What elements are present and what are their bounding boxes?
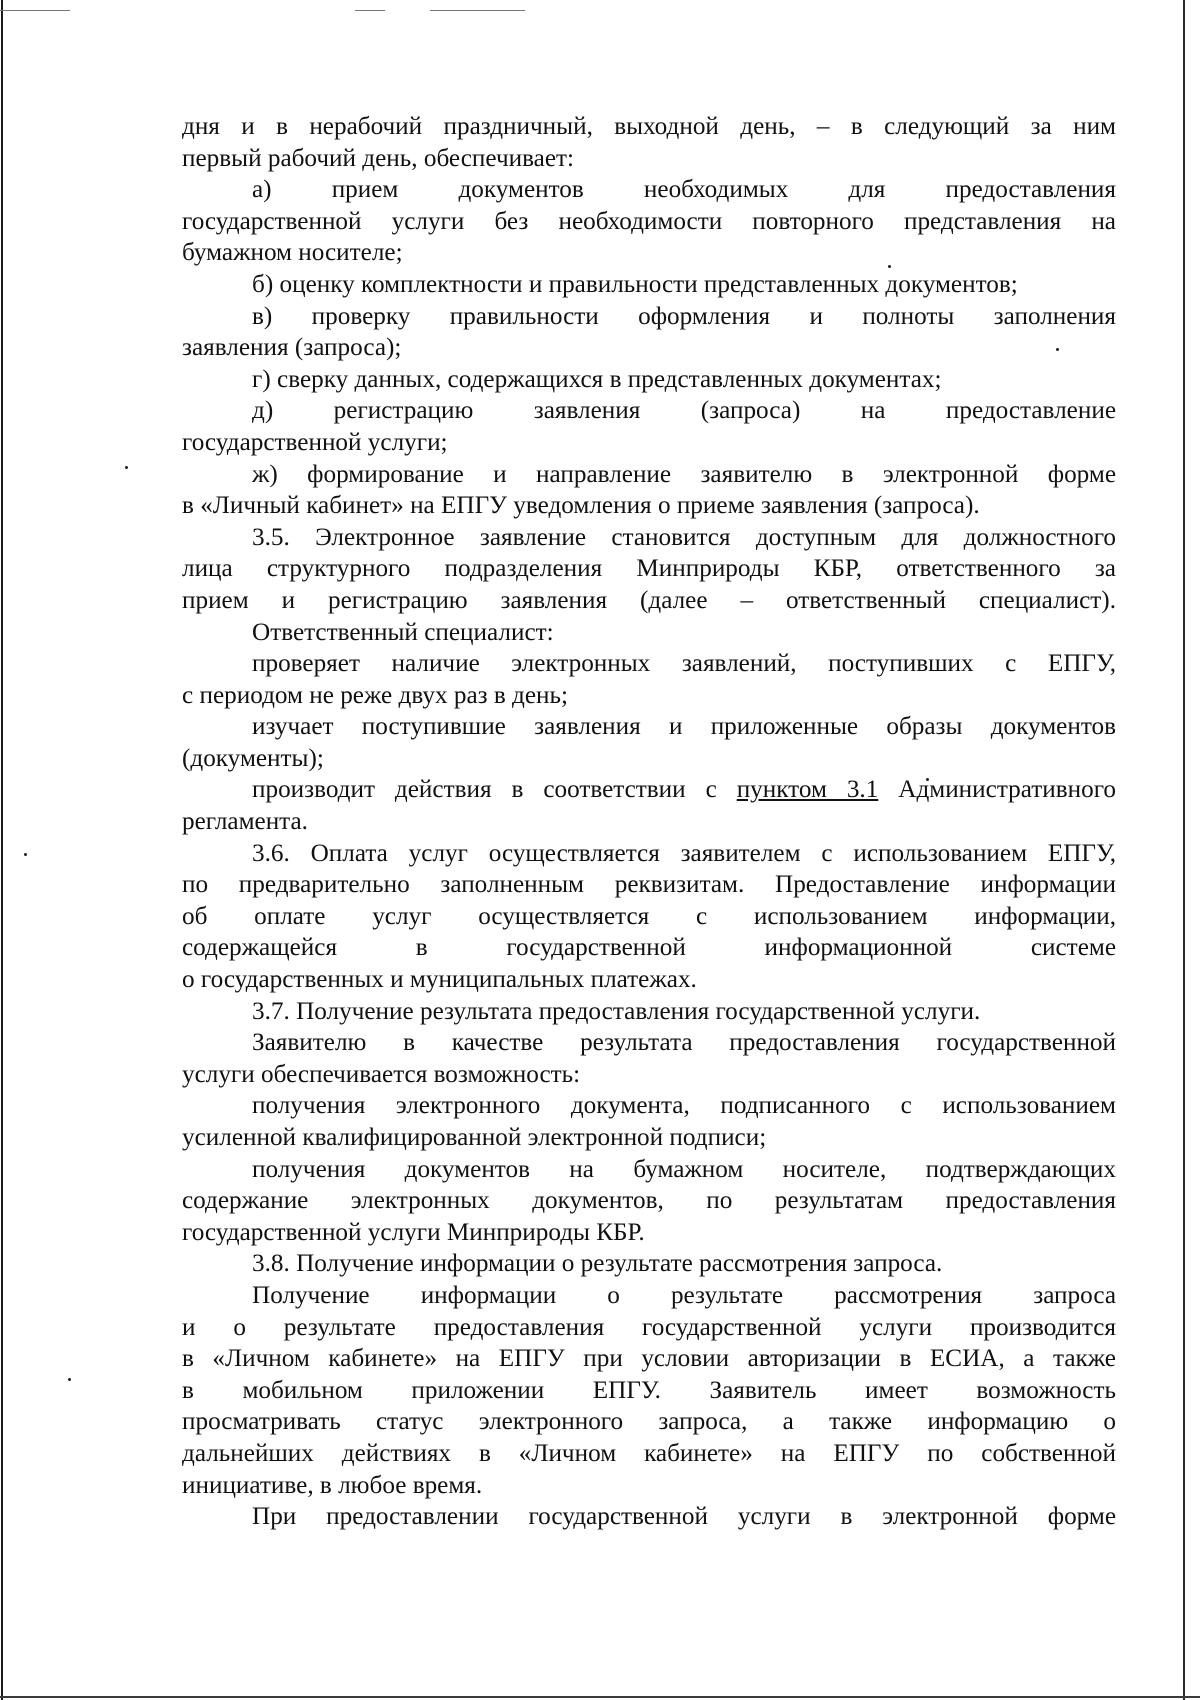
scan-speck <box>24 853 27 856</box>
scan-artifact-dash <box>0 10 70 11</box>
text-line: а) прием документов необходимых для предоставления <box>252 176 1116 204</box>
text-line: государственной услуги без необходимости повторного представления на <box>182 207 1116 235</box>
text-line: 3.8. Получение информации о результате рассмотрения запроса. <box>252 1250 943 1278</box>
text-line: содержание электронных документов, по результатам предоставления <box>182 1187 1116 1215</box>
text-line: 3.6. Оплата услуг осуществляется заявителем с использованием ЕПГУ, <box>252 839 1116 867</box>
text-line: в «Личном кабинете» на ЕПГУ при условии авторизации в ЕСИА, а также <box>182 1345 1116 1373</box>
text-line: ж) формирование и направление заявителю в электронной форме <box>252 460 1116 488</box>
text-line: услуги обеспечивается возможность: <box>182 1060 581 1088</box>
text-line: по предварительно заполненным реквизитам. Предоставление информации <box>182 871 1116 899</box>
text-line: государственной услуги; <box>182 428 448 456</box>
text-line: прием и регистрацию заявления (далее – ответственный специалист). <box>182 586 1116 614</box>
scan-artifact-dash <box>355 10 385 11</box>
text-line: дальнейших действиях в «Личном кабинете» на ЕПГУ по собственной <box>182 1439 1116 1467</box>
text-line: 3.7. Получение результата предоставления государственной услуги. <box>252 997 981 1025</box>
text-line: 3.5. Электронное заявление становится доступным для должностного <box>252 523 1116 551</box>
text-line: первый рабочий день, обеспечивает: <box>182 144 575 172</box>
text-line: Получение информации о результате рассмотрения запроса <box>252 1281 1116 1309</box>
scan-edge-left <box>1 0 3 1700</box>
text-line: в «Личный кабинет» на ЕПГУ уведомления о приеме заявления (запроса). <box>182 492 980 520</box>
text-line: проверяет наличие электронных заявлений, поступивших с ЕПГУ, <box>252 650 1116 678</box>
text-line: просматривать статус электронного запроса, а также информацию о <box>182 1408 1116 1436</box>
text-line: б) оценку комплектности и правильности представленных документов; <box>252 270 1018 298</box>
text-line: усиленной квалифицированной электронной подписи; <box>182 1124 767 1151</box>
text-line: инициативе, в любое время. <box>182 1471 483 1499</box>
scan-artifact-dash <box>430 10 525 11</box>
text-line: заявления (запроса); <box>182 334 402 362</box>
text-line: лица структурного подразделения Минприроды КБР, ответственного за <box>182 555 1116 583</box>
text-line: о государственных и муниципальных платежах. <box>182 966 697 994</box>
text-line: г) сверку данных, содержащихся в представленных документах; <box>252 365 942 393</box>
scan-speck <box>125 466 128 469</box>
scan-edge-bottom <box>0 1696 1200 1698</box>
text-line: бумажном носителе; <box>182 239 403 267</box>
text-line: получения документов на бумажном носителе, подтверждающих <box>252 1155 1116 1183</box>
document-body-text <box>182 111 1116 1533</box>
line-text-before: производит действия в соответствии с <box>252 776 737 804</box>
reference-link[interactable]: пунктом 3.1 <box>736 776 879 804</box>
text-line: в) проверку правильности оформления и полноты заполнения <box>252 302 1116 330</box>
text-line: в мобильном приложении ЕПГУ. Заявитель имеет возможность <box>182 1376 1116 1404</box>
text-line: регламента. <box>182 808 308 836</box>
text-line: д) регистрацию заявления (запроса) на предоставление <box>252 397 1116 425</box>
text-line: (документы); <box>182 744 324 772</box>
text-line: получения электронного документа, подписанного с использованием <box>252 1092 1116 1120</box>
text-line: об оплате услуг осуществляется с использованием информации, <box>182 902 1116 930</box>
text-line: Заявителю в качестве результата предоставления государственной <box>252 1029 1116 1057</box>
text-line <box>182 774 1116 806</box>
text-line: При предоставлении государственной услуги в электронной форме <box>252 1503 1116 1531</box>
line-text-after: Административного <box>878 776 1116 804</box>
text-line: дня и в нерабочий праздничный, выходной день, – в следующий за ним <box>182 113 1116 140</box>
scan-edge-right <box>1183 0 1185 1700</box>
scan-speck <box>68 1378 71 1381</box>
text-line: с периодом не реже двух раз в день; <box>182 681 569 709</box>
text-line: и о результате предоставления государственной услуги производится <box>182 1313 1116 1341</box>
text-line: изучает поступившие заявления и приложенные образы документов <box>252 713 1116 741</box>
text-line: содержащейся в государственной информационной системе <box>182 934 1116 962</box>
text-line: Ответственный специалист: <box>252 618 554 646</box>
text-line: государственной услуги Минприроды КБР. <box>182 1218 645 1246</box>
